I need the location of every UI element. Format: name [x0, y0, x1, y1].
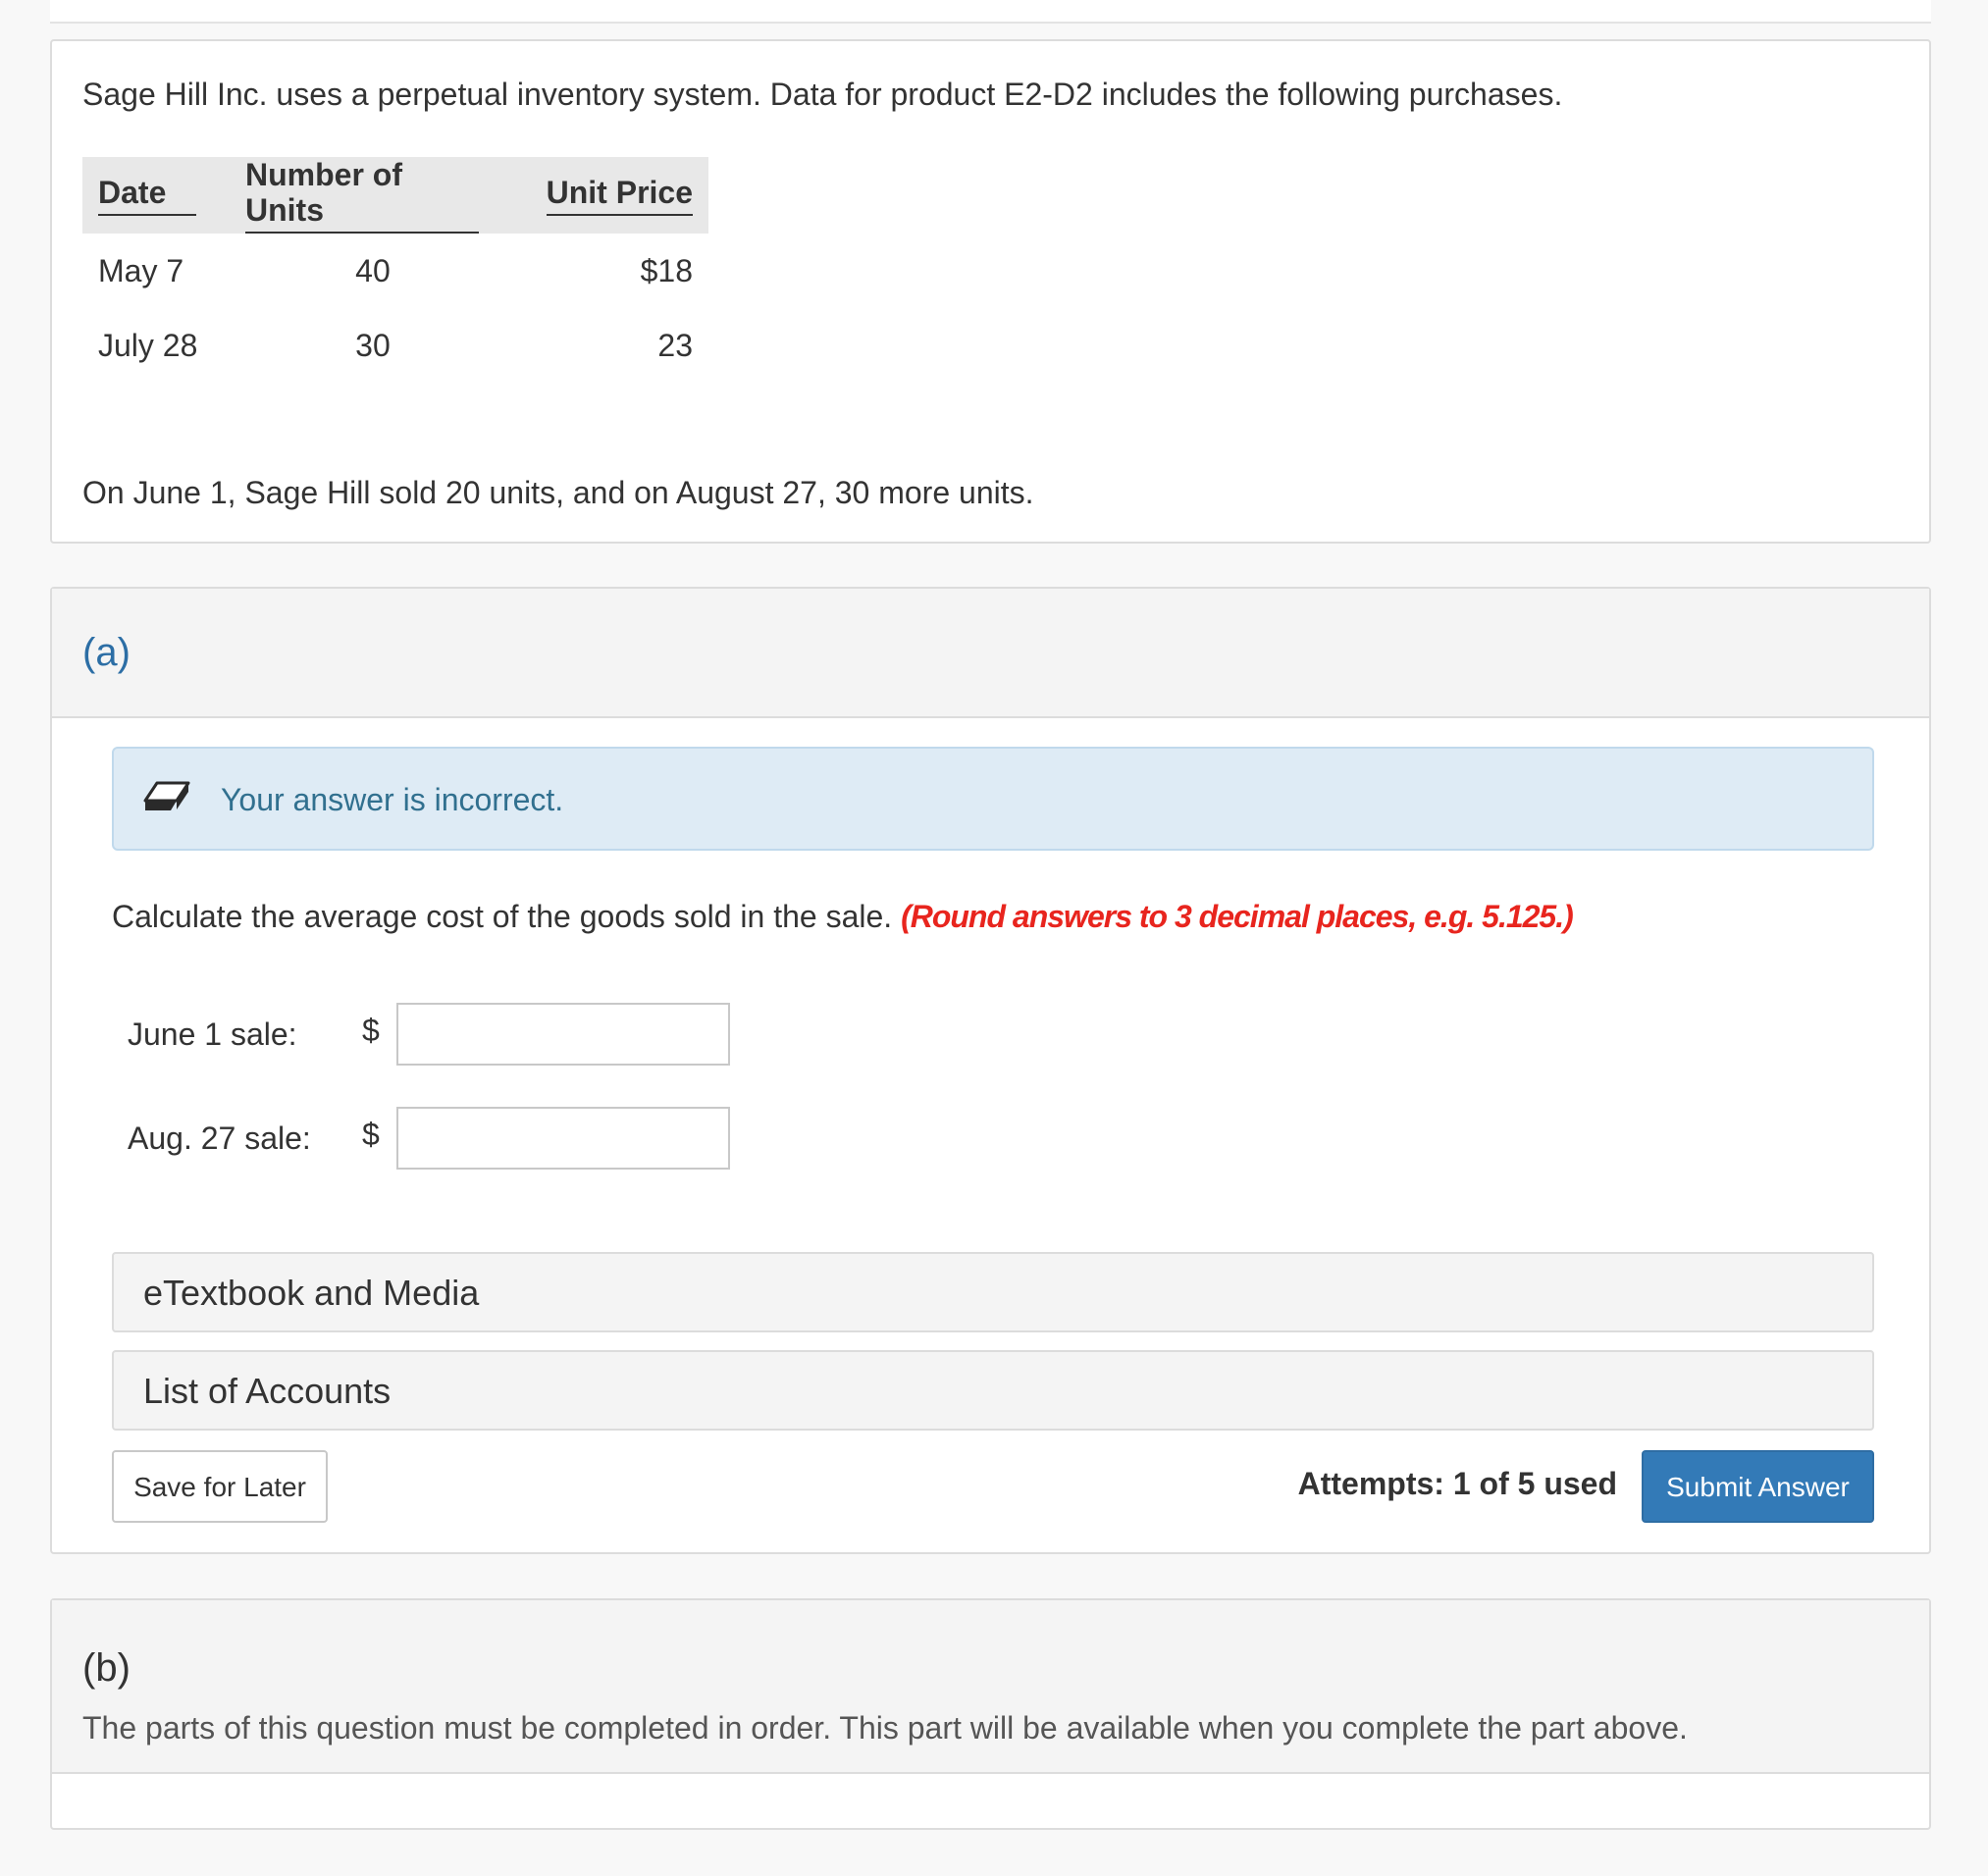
eraser-icon	[143, 780, 190, 813]
etextbook-media-toggle[interactable]	[112, 1252, 1874, 1332]
instruction-text: Calculate the average cost of the goods sold in the sale.	[112, 899, 893, 934]
list-of-accounts-toggle[interactable]	[112, 1350, 1874, 1431]
feedback-alert	[112, 747, 1874, 851]
cell-units: 40	[355, 252, 391, 288]
feedback-text: Your answer is incorrect.	[221, 782, 564, 817]
part-b-locked-note: The parts of this question must be completed in order. This part will be available when you complete the part above.	[82, 1710, 1688, 1746]
submit-answer-button[interactable]: Submit Answer	[1642, 1450, 1874, 1523]
currency-symbol: $	[362, 1117, 380, 1152]
save-for-later-button[interactable]: Save for Later	[112, 1450, 328, 1523]
part-a-label: (a)	[82, 631, 131, 674]
column-header-price: Unit Price	[516, 157, 708, 234]
part-b-panel	[50, 1598, 1931, 1830]
table-header-row	[82, 157, 708, 234]
etextbook-media-label: eTextbook and Media	[143, 1273, 480, 1313]
list-of-accounts-label: List of Accounts	[143, 1371, 392, 1411]
part-a-panel	[50, 587, 1931, 1554]
table-row	[82, 308, 708, 383]
currency-symbol: $	[362, 1013, 380, 1048]
part-a-header	[52, 589, 1929, 718]
cell-price: 23	[657, 327, 693, 363]
top-divider	[50, 0, 1931, 24]
question-intro: Sage Hill Inc. uses a perpetual inventory system. Data for product E2-D2 includes the following purchases.	[82, 77, 1563, 112]
june-sale-label: June 1 sale:	[128, 1016, 297, 1052]
column-header-units: Number of Units	[230, 157, 516, 234]
cell-price: $18	[640, 252, 693, 288]
june-sale-input[interactable]	[396, 1003, 730, 1066]
part-b-label: (b)	[82, 1646, 131, 1690]
aug-sale-label: Aug. 27 sale:	[128, 1120, 311, 1156]
column-header-date: Date	[82, 157, 230, 234]
sales-statement: On June 1, Sage Hill sold 20 units, and on August 27, 30 more units.	[82, 475, 1034, 510]
purchases-table	[82, 157, 708, 383]
attempts-counter: Attempts: 1 of 5 used	[1297, 1466, 1617, 1501]
question-panel	[50, 39, 1931, 544]
rounding-hint: (Round answers to 3 decimal places, e.g. 5.125.)	[901, 899, 1573, 934]
instruction	[112, 897, 1573, 936]
table-row	[82, 234, 708, 308]
aug-sale-input[interactable]	[396, 1107, 730, 1170]
part-b-header	[52, 1600, 1929, 1774]
cell-date: May 7	[98, 252, 184, 288]
cell-date: July 28	[98, 327, 198, 363]
cell-units: 30	[355, 327, 391, 363]
